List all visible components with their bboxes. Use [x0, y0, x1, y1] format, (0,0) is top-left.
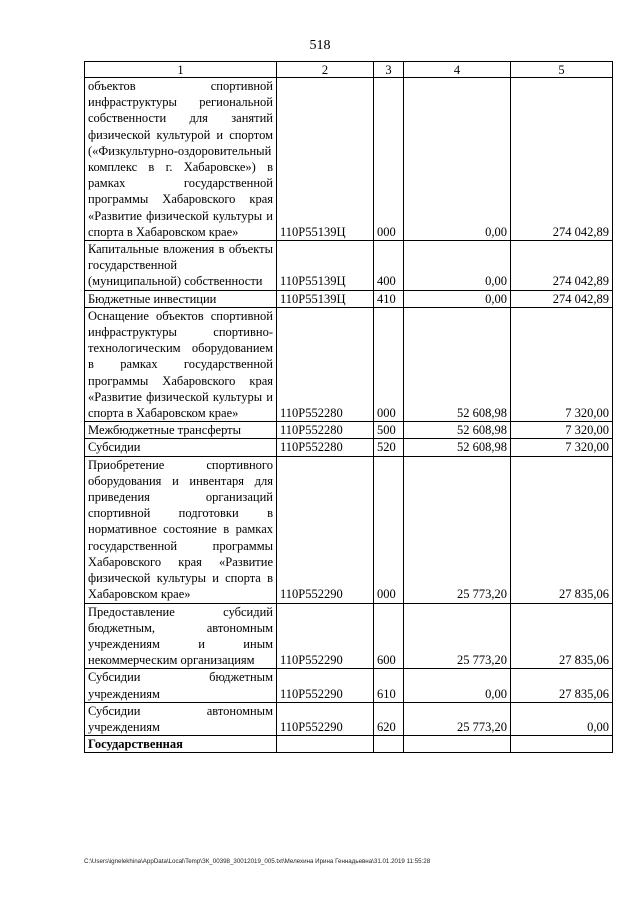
row-value-col5-cell: 274 042,89: [511, 241, 613, 291]
row-kind-cell: 620: [374, 702, 404, 735]
row-code-cell: 110Р552280: [277, 307, 374, 421]
row-name-cell: Государственная: [85, 736, 277, 753]
row-code-cell: 110Р552290: [277, 669, 374, 702]
table-row: [85, 702, 613, 735]
row-code-cell: 110Р55139Ц: [277, 78, 374, 241]
row-name-cell: Межбюджетные трансферты: [85, 422, 277, 439]
budget-table: [84, 61, 613, 753]
column-header-4: 4: [404, 62, 511, 78]
row-name-cell: Бюджетные инвестиции: [85, 290, 277, 307]
row-name-cell: объектов спортивной инфраструктуры региональной собственности для занятий физической культурой и спортом («Физкультурно-оздоровительный комплекс в г. Хабаровске») в рамках государственной программы Хабаровского края «Развитие физической культуры и спорта в Хабаровском крае»: [85, 78, 277, 241]
column-header-3: 3: [374, 62, 404, 78]
row-value-col5-cell: 27 835,06: [511, 456, 613, 603]
row-name-cell: Капитальные вложения в объекты государственной (муниципальной) собственности: [85, 241, 277, 291]
row-name-cell: Субсидии бюджетным учреждениям: [85, 669, 277, 702]
table-row: [85, 439, 613, 456]
table-row: [85, 290, 613, 307]
row-value-col4-cell: 25 773,20: [404, 702, 511, 735]
row-name-cell: Предоставление субсидий бюджетным, автономным учреждениям и иным некоммерческим организациям: [85, 603, 277, 669]
row-kind-cell: 500: [374, 422, 404, 439]
row-name-cell: Оснащение объектов спортивной инфраструктуры спортивно-технологическим оборудованием в рамках государственной программы Хабаровского края «Развитие физической культуры и спорта в Хабаровском крае»: [85, 307, 277, 421]
table-row: [85, 736, 613, 753]
row-code-cell: 110Р552290: [277, 702, 374, 735]
page-number: 518: [309, 38, 331, 53]
row-kind-cell: [374, 736, 404, 753]
table-row: [85, 422, 613, 439]
row-value-col4-cell: 52 608,98: [404, 422, 511, 439]
table-row: [85, 669, 613, 702]
row-value-col4-cell: 0,00: [404, 241, 511, 291]
row-code-cell: 110Р552290: [277, 603, 374, 669]
row-kind-cell: 000: [374, 307, 404, 421]
row-kind-cell: 410: [374, 290, 404, 307]
row-code-cell: 110Р552290: [277, 456, 374, 603]
row-name-cell: Субсидии: [85, 439, 277, 456]
row-value-col4-cell: 25 773,20: [404, 456, 511, 603]
row-kind-cell: 000: [374, 456, 404, 603]
row-kind-cell: 600: [374, 603, 404, 669]
row-code-cell: 110Р552280: [277, 439, 374, 456]
row-kind-cell: 000: [374, 78, 404, 241]
row-code-cell: 110Р552280: [277, 422, 374, 439]
row-value-col5-cell: 7 320,00: [511, 307, 613, 421]
row-code-cell: 110Р55139Ц: [277, 290, 374, 307]
row-value-col4-cell: 0,00: [404, 669, 511, 702]
row-value-col5-cell: 0,00: [511, 702, 613, 735]
row-value-col4-cell: [404, 736, 511, 753]
row-value-col5-cell: 7 320,00: [511, 422, 613, 439]
column-header-5: 5: [511, 62, 613, 78]
footer-file-path: C:\Users\ignelekhina\AppData\Local\Temp\ЗК_00398_30012019_005.txt\Мелехина Ирина Геннадьевна\31.01.2019 11:55:28: [84, 858, 431, 865]
row-kind-cell: 400: [374, 241, 404, 291]
row-value-col5-cell: 27 835,06: [511, 603, 613, 669]
table-row: [85, 241, 613, 291]
row-kind-cell: 520: [374, 439, 404, 456]
row-value-col4-cell: 0,00: [404, 78, 511, 241]
table-header-row: [85, 62, 613, 78]
column-header-1: 1: [85, 62, 277, 78]
table-body: [85, 78, 613, 753]
row-value-col4-cell: 52 608,98: [404, 307, 511, 421]
table-row: [85, 78, 613, 241]
row-value-col5-cell: 274 042,89: [511, 78, 613, 241]
row-value-col5-cell: 274 042,89: [511, 290, 613, 307]
table-row: [85, 456, 613, 603]
row-value-col5-cell: [511, 736, 613, 753]
column-header-2: 2: [277, 62, 374, 78]
row-value-col4-cell: 52 608,98: [404, 439, 511, 456]
row-value-col4-cell: 25 773,20: [404, 603, 511, 669]
row-name-cell: Приобретение спортивного оборудования и инвентаря для приведения организаций спортивной подготовки в нормативное состояние в рамках государственной программы Хабаровского края «Развитие физической культуры и спорта в Хабаровском крае»: [85, 456, 277, 603]
table-row: [85, 603, 613, 669]
row-kind-cell: 610: [374, 669, 404, 702]
row-value-col5-cell: 27 835,06: [511, 669, 613, 702]
table-row: [85, 307, 613, 421]
row-code-cell: [277, 736, 374, 753]
row-value-col4-cell: 0,00: [404, 290, 511, 307]
row-code-cell: 110Р55139Ц: [277, 241, 374, 291]
row-value-col5-cell: 7 320,00: [511, 439, 613, 456]
row-name-cell: Субсидии автономным учреждениям: [85, 702, 277, 735]
